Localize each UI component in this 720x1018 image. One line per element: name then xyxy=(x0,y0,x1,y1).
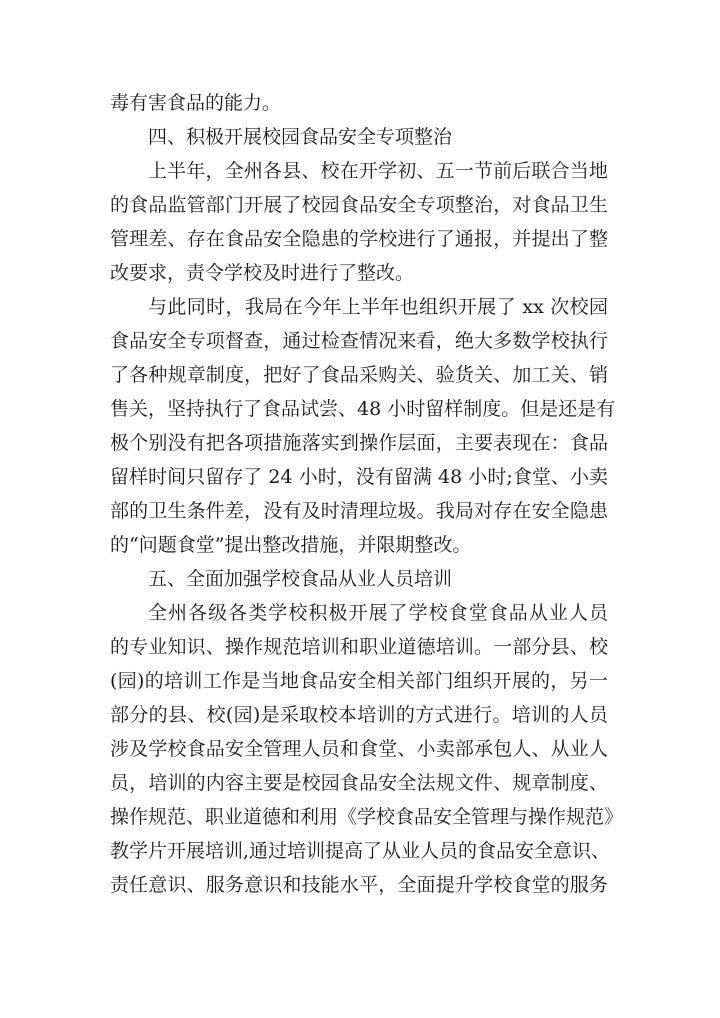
text-line: 教学片开展培训,通过培训提高了从业人员的食品安全意识、 xyxy=(110,840,611,862)
text-line: 全州各级各类学校积极开展了学校食堂食品从业人员 xyxy=(148,602,608,624)
text-line: 责任意识、服务意识和技能水平，全面提升学校食堂的服务 xyxy=(110,874,608,896)
text-line: (园)的培训工作是当地食品安全相关部门组织开展的，另一 xyxy=(110,670,608,692)
text-line: 改要求，责令学校及时进行了整改。 xyxy=(110,262,415,284)
document-body xyxy=(110,86,624,902)
text-line: 员，培训的内容主要是校园食品安全法规文件、规章制度、 xyxy=(110,772,608,794)
text-line: 极个别没有把各项措施落实到操作层面，主要表现在：食品 xyxy=(110,432,608,454)
text-line: 售关，坚持执行了食品试尝、48 小时留样制度。但是还是有 xyxy=(110,398,616,420)
text-line: 毒有害食品的能力。 xyxy=(110,92,282,114)
text-line: 与此同时，我局在今年上半年也组织开展了 xx 次校园 xyxy=(148,296,608,318)
text-line: 操作规范、职业道德和利用《学校食品安全管理与操作规范》 xyxy=(110,806,624,828)
text-line: 的专业知识、操作规范培训和职业道德培训。一部分县、校 xyxy=(110,636,608,658)
text-line: 的“问题食堂”提出整改措施，并限期整改。 xyxy=(110,534,472,556)
text-line: 涉及学校食品安全管理人员和食堂、小卖部承包人、从业人 xyxy=(110,738,608,760)
text-line: 四、积极开展校园食品安全专项整治 xyxy=(148,126,453,148)
text-line: 部分的县、校(园)是采取校本培训的方式进行。培训的人员 xyxy=(110,704,608,726)
text-line: 留样时间只留存了 24 小时，没有留满 48 小时;食堂、小卖 xyxy=(110,466,608,488)
text-line: 了各种规章制度，把好了食品采购关、验货关、加工关、销 xyxy=(110,364,608,386)
text-line: 五、全面加强学校食品从业人员培训 xyxy=(148,568,453,590)
text-line: 的食品监管部门开展了校园食品安全专项整治，对食品卫生 xyxy=(110,194,608,216)
text-line: 食品安全专项督查，通过检查情况来看，绝大多数学校执行 xyxy=(110,330,608,352)
text-line: 管理差、存在食品安全隐患的学校进行了通报，并提出了整 xyxy=(110,228,608,250)
text-line: 部的卫生条件差，没有及时清理垃圾。我局对存在安全隐患 xyxy=(110,500,608,522)
text-line: 上半年，全州各县、校在开学初、五一节前后联合当地 xyxy=(148,160,608,182)
